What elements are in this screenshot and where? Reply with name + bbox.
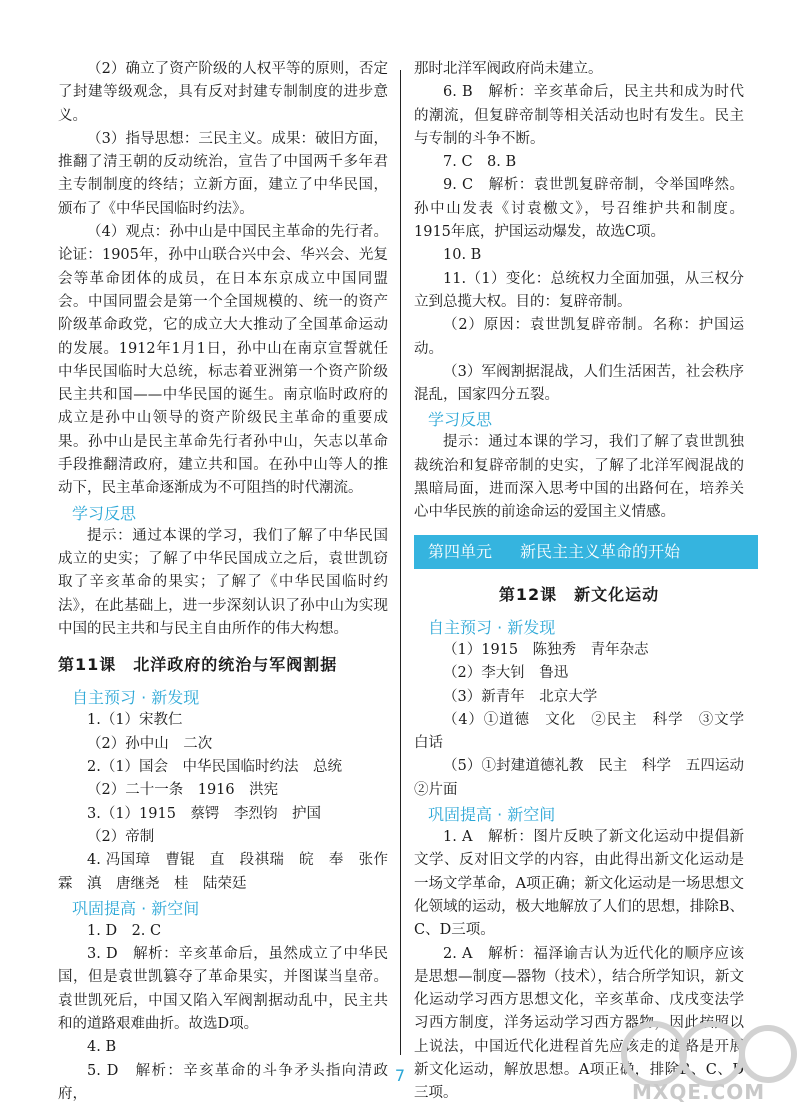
reflect-text: 提示：通过本课的学习，我们了解了中华民国成立的史实；了解了中华民国成立之后，袁世凯窃取了辛亥革命的果实；了解了《中华民国临时约法》，在此基础上，进一步深刻认识了孙中山为实现中国的民主共和与民主自由所作的伟大构想。: [58, 527, 388, 637]
watermark-text: MXQE.COM: [632, 1080, 766, 1104]
lesson-title: 第12课 新文化运动: [498, 584, 660, 604]
answer-item: （2）二十一条 1916 洪宪: [87, 782, 279, 799]
answer-paragraph: （2）确立了资产阶级的人权平等的原则，否定了封建等级观念，具有反对封建专制制度的进步意义。: [58, 61, 388, 124]
reflect-text: 提示：通过本课的学习，我们了解了袁世凯独裁统治和复辟帝制的史实，了解了北洋军阀混战的黑暗局面，进而深入思考中国的出路何在，培养关心中华民族的前途命运的爱国主义情感。: [414, 434, 744, 521]
answer-item: 4. 冯国璋 曹锟 直 段祺瑞 皖 奉 张作霖 滇 唐继尧 桂 陆荣廷: [58, 852, 388, 892]
right-column: [414, 58, 759, 1106]
answer-item: 5. D 解析：辛亥革命的斗争矛头指向清政府，: [58, 1062, 388, 1102]
section-heading-consolidate: 巩固提高 · 新空间: [428, 805, 556, 825]
answer-item: 7. C 8. B: [443, 154, 517, 171]
left-column: [58, 58, 388, 1106]
answer-item: 3.（1）1915 蔡锷 李烈钧 护国: [87, 805, 321, 822]
answer-item: （2）李大钊 鲁迅: [443, 665, 569, 682]
answer-paragraph: （4）观点：孙中山是中国民主革命的先行者。论证：1905年，孙中山联合兴中会、华兴会、光复会等革命团体的成员，在日本东京成立中国同盟会。中国同盟会是第一个全国规模的、统一的资产阶级革命政党，它的成立大大推动了全国革命运动的发展。1912年1月1日，孙中山在南京宣誓就任中华民国临时大总统，标志着亚洲第一个资产阶级民主共和国——中华民国的诞生。南京临时政府的成立是孙中山领导的资产阶级民主革命的重要成果。孙中山是民主革命先行者孙中山，矢志以革命手段推翻清政府，建立共和国。在孙中山等人的推动下，民主革命逐渐成为不可阻挡的时代潮流。: [58, 224, 388, 497]
answer-item: 2.（1）国会 中华民国临时约法 总统: [87, 759, 343, 776]
answer-item: （4）①道德 文化 ②民主 科学 ③文学 白话: [414, 711, 759, 752]
answer-item: 6. B 解析：辛亥革命后，民主共和成为时代的潮流，但复辟帝制等相关活动也时有发生。民主与专制的斗争不断。: [414, 84, 744, 147]
answer-item: 2. A 解析：福泽谕吉认为近代化的顺序应该是思想—制度—器物（技术），结合所学知识，新文化运动学习西方思想文化，辛亥革命、戊戌变法学习西方制度，洋务运动学习西方器物，因此按照以上说法，中国近代化进程首先应该走的道路是开展新文化运动，解放思想。A项正确，排除B、C、D三项。: [414, 945, 744, 1102]
answer-item: （5）①封建道德礼教 民主 科学 五四运动 ②片面: [414, 758, 759, 798]
answer-item: （1）1915 陈独秀 青年杂志: [443, 641, 649, 658]
lesson-title: 第11课 北洋政府的统治与军阀割据: [58, 655, 338, 675]
page-number: 7: [394, 1066, 406, 1085]
answer-item: 9. C 解析：袁世凯复辟帝制，令举国哗然。孙中山发表《讨袁檄文》，号召维护共和制度。1915年底，护国运动爆发，故选C项。: [414, 177, 744, 241]
unit-title: 新民主主义革命的开始: [520, 541, 681, 561]
answer-item: （2）帝制: [87, 828, 155, 845]
unit-label: 第四单元: [428, 541, 493, 561]
answer-item: 1. A 解析：图片反映了新文化运动中提倡新文学、反对旧文学的内容，由此得出新文化运动是一场文学革命，A项正确；新文化运动是一场思想文化领域的运动，极大地解放了人们的思想，排除B、C、D三项。: [414, 829, 744, 939]
section-heading-reflect: 学习反思: [428, 410, 493, 430]
answer-item: （2）孙中山 二次: [87, 735, 213, 752]
answer-item: （2）原因：袁世凯复辟帝制。名称：护国运动。: [414, 317, 744, 357]
answer-item: 4. B: [87, 1039, 117, 1056]
section-heading-consolidate: 巩固提高 · 新空间: [72, 898, 200, 918]
answer-paragraph: 那时北洋军阀政府尚未建立。: [414, 61, 603, 77]
unit-banner: [414, 535, 758, 569]
section-heading-reflect: 学习反思: [72, 503, 137, 523]
answer-item: （3）新青年 北京大学: [443, 688, 598, 705]
column-divider: [400, 70, 401, 1055]
section-heading-preview: 自主预习 · 新发现: [428, 617, 556, 637]
answer-item: 1.（1）宋教仁: [87, 712, 183, 729]
answer-paragraph: （3）指导思想：三民主义。成果：破旧方面，推翻了清王朝的反动统治，宣告了中国两千多年君主专制制度的终结；立新方面，建立了中华民国，颁布了《中华民国临时约法》。: [58, 130, 388, 217]
answer-item: 1. D 2. C: [87, 922, 162, 939]
answer-item: 10. B: [443, 247, 482, 264]
answer-item: 3. D 解析：辛亥革命后，虽然成立了中华民国，但是袁世凯篡夺了革命果实，并图谋当皇帝。袁世凯死后，中国又陷入军阀割据动乱中，民主共和的道路艰难曲折。故选D项。: [58, 946, 388, 1032]
answer-item: （3）军阀割据混战，人们生活困苦，社会秩序混乱，国家四分五裂。: [414, 363, 744, 404]
section-heading-preview: 自主预习 · 新发现: [72, 688, 200, 708]
answer-item: 11.（1）变化：总统权力全面加强，从三权分立到总揽大权。目的：复辟帝制。: [414, 270, 744, 310]
